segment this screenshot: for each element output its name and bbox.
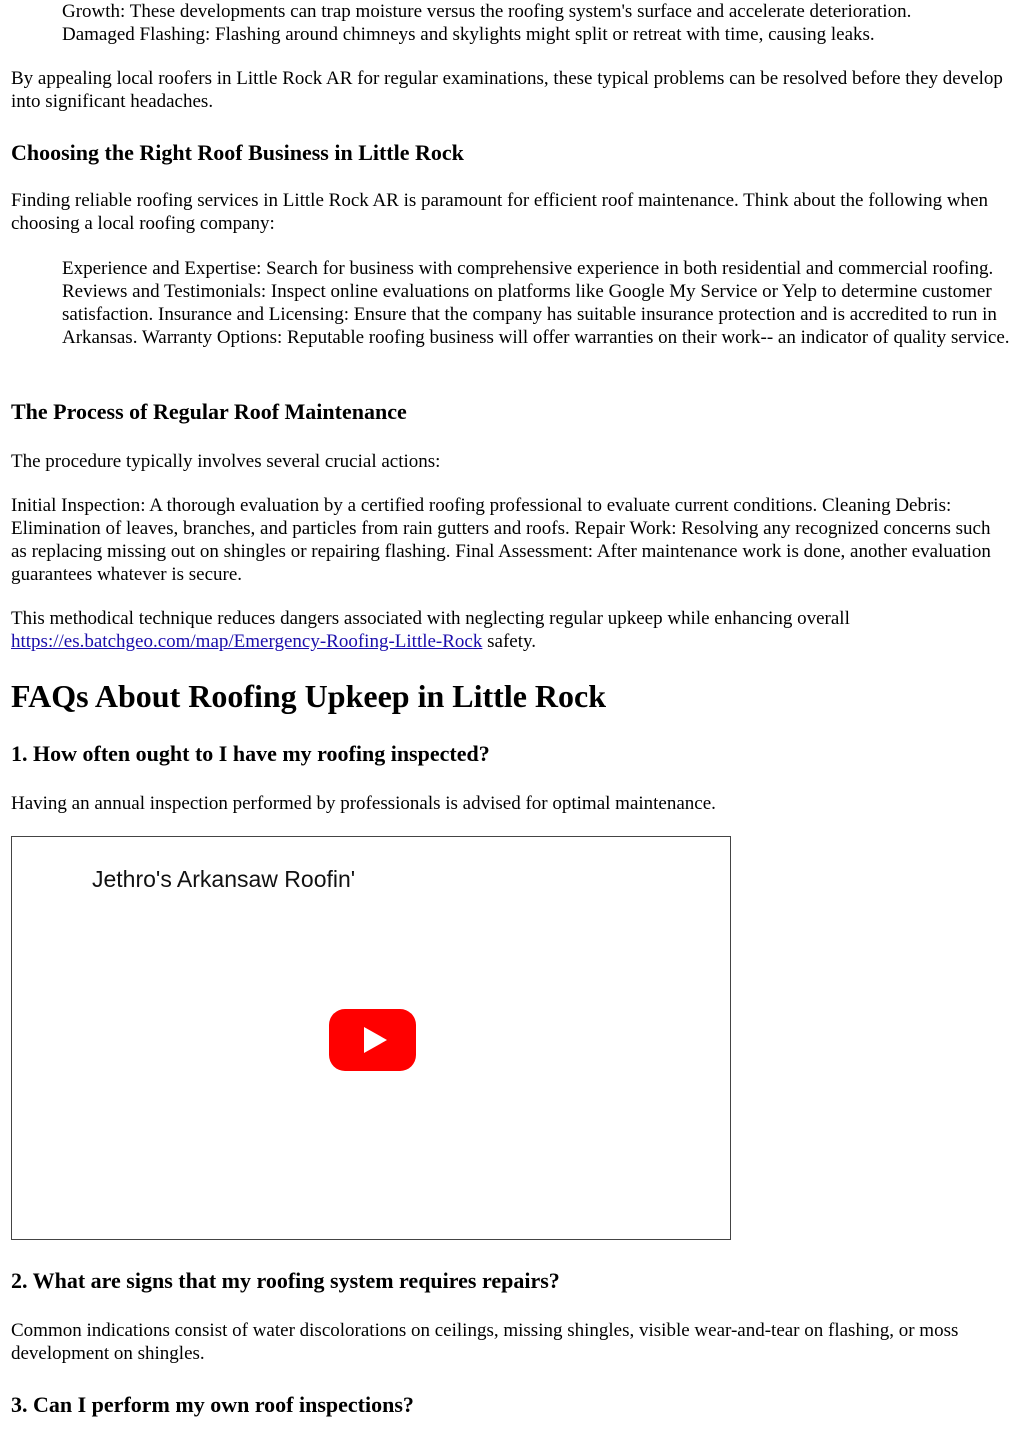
process-intro: The procedure typically involves several crucial actions: bbox=[11, 451, 441, 472]
faq-answer-1: Having an annual inspection performed by professionals is advised for optimal maintenance. bbox=[11, 793, 716, 814]
choosing-intro-paragraph: Finding reliable roofing services in Little Rock AR is paramount for efficient roof maintenance. Think about the following when choosing a local roofing company: bbox=[11, 190, 989, 234]
faq-question-2: 2. What are signs that my roofing system requires repairs? bbox=[11, 1268, 560, 1293]
heading-choosing-roof-business: Choosing the Right Roof Business in Little Rock bbox=[11, 140, 464, 165]
issue-growth: Growth: These developments can trap moisture versus the roofing system's surface and accelerate deterioration. bbox=[62, 1, 912, 22]
embedded-video-player[interactable] bbox=[11, 836, 731, 1240]
faq-question-1: 1. How often ought to I have my roofing inspected? bbox=[11, 741, 490, 766]
choosing-criteria-list: Experience and Expertise: Search for business with comprehensive experience in both residential and commercial roofing. Reviews and Testimonials: Inspect online evaluations on platforms like Google My Service or Yelp to determine customer satisfaction. Insurance and Licensing: Ensure that the company has suitable insurance protection and is accredited to run in Arkansas. Warranty Options: Reputable roofing business will offer warranties on their work-- an indicator of quality service. bbox=[62, 258, 1010, 348]
batchgeo-map-link[interactable]: https://es.batchgeo.com/map/Emergency-Roofing-Little-Rock bbox=[11, 631, 483, 652]
video-title[interactable]: Jethro's Arkansaw Roofin' bbox=[92, 866, 356, 892]
issues-list-continued bbox=[11, 0, 1014, 46]
process-steps: Initial Inspection: A thorough evaluation by a certified roofing professional to evaluate current conditions. Cleaning Debris: Elimination of leaves, branches, and particles from rain gutters and roofs. Repair Work: Resolving any recognized concerns such as replacing missing out on shingles or repairing flashing. Final Assessment: After maintenance work is done, another evaluation guarantees whatever is secure. bbox=[11, 495, 991, 585]
process-closing-end: safety. bbox=[482, 631, 537, 652]
faq-answer-2: Common indications consist of water discolorations on ceilings, missing shingles, visible wear-and-tear on flashing, or moss development on shingles. bbox=[11, 1320, 959, 1364]
faq-heading: FAQs About Roofing Upkeep in Little Rock bbox=[11, 678, 607, 714]
process-closing-paragraph bbox=[11, 607, 986, 653]
intro-paragraph: By appealing local roofers in Little Rock AR for regular examinations, these typical problems can be resolved before they develop into significant headaches. bbox=[11, 68, 1003, 112]
issue-damaged-flashing: Damaged Flashing: Flashing around chimneys and skylights might split or retreat with time, causing leaks. bbox=[62, 24, 875, 45]
heading-maintenance-process: The Process of Regular Roof Maintenance bbox=[11, 399, 407, 424]
youtube-play-icon[interactable] bbox=[329, 1009, 416, 1071]
faq-question-3: 3. Can I perform my own roof inspections? bbox=[11, 1392, 414, 1417]
process-closing-text: This methodical technique reduces dangers associated with neglecting regular upkeep while enhancing overall bbox=[11, 608, 850, 629]
